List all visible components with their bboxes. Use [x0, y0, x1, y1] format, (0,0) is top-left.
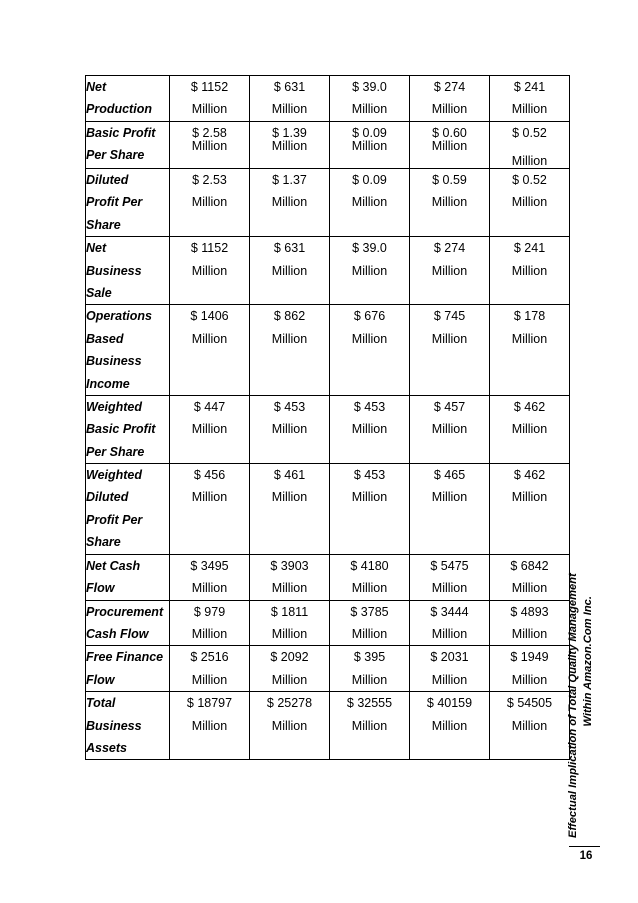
value-unit: Million	[511, 154, 548, 168]
table-row	[86, 76, 570, 122]
row-label-line: Profit Per	[86, 195, 143, 210]
row-label-cell	[86, 646, 170, 692]
table-row	[86, 600, 570, 646]
table-row	[86, 646, 570, 692]
table-row	[86, 464, 570, 555]
value-cell	[330, 600, 410, 646]
row-label-line: Procurement	[86, 604, 164, 619]
value-cell	[330, 646, 410, 692]
value-amount: $ 462	[513, 399, 546, 414]
value-cell	[410, 646, 490, 692]
running-header	[566, 573, 626, 838]
value-cell	[250, 305, 330, 396]
value-amount: $ 0.60	[432, 126, 467, 140]
value-cell	[250, 554, 330, 600]
row-label-line: Flow	[86, 581, 115, 596]
value-unit: Million	[271, 672, 308, 687]
value-unit: Million	[351, 627, 388, 642]
value-unit: Million	[191, 581, 228, 596]
value-cell	[250, 76, 330, 122]
page-number: 16	[579, 850, 593, 862]
value-cell	[490, 600, 570, 646]
value-unit: Million	[431, 331, 468, 346]
value-amount: $ 5475	[430, 558, 469, 573]
value-unit: Million	[271, 718, 308, 733]
row-label-cell	[86, 169, 170, 237]
value-amount: $ 32555	[346, 696, 393, 711]
value-amount: $ 745	[433, 309, 466, 324]
value-unit: Million	[351, 490, 388, 505]
value-amount: $ 457	[433, 399, 466, 414]
value-amount: $ 0.59	[432, 173, 467, 187]
value-cell	[250, 600, 330, 646]
value-amount: $ 241	[513, 241, 546, 256]
value-cell	[410, 305, 490, 396]
value-amount: $ 178	[513, 309, 546, 324]
value-unit: Million	[351, 102, 388, 117]
row-label-cell	[86, 76, 170, 122]
row-label-line: Based	[86, 331, 124, 346]
value-amount: $ 465	[433, 468, 466, 483]
row-label-line: Total	[86, 696, 116, 711]
row-label-cell	[86, 554, 170, 600]
value-cell	[330, 395, 410, 463]
value-cell	[490, 554, 570, 600]
value-unit: Million	[271, 422, 308, 437]
value-cell	[410, 554, 490, 600]
value-unit: Million	[271, 581, 308, 596]
value-unit: Million	[351, 581, 388, 596]
value-unit: Million	[191, 718, 228, 733]
value-amount: $ 453	[353, 399, 386, 414]
value-unit: Million	[191, 627, 228, 642]
value-amount: $ 461	[273, 468, 306, 483]
table-row	[86, 692, 570, 760]
value-unit: Million	[351, 331, 388, 346]
value-cell	[250, 692, 330, 760]
value-cell	[410, 692, 490, 760]
value-cell	[250, 237, 330, 305]
value-cell	[330, 305, 410, 396]
value-unit: Million	[191, 139, 228, 153]
value-amount: $ 0.09	[352, 126, 387, 140]
value-cell	[250, 122, 330, 169]
row-label-line: Basic Profit	[86, 422, 156, 437]
value-amount: $ 453	[273, 399, 306, 414]
value-amount: $ 39.0	[352, 80, 387, 94]
value-amount: $ 979	[193, 604, 226, 619]
value-cell	[410, 169, 490, 237]
value-cell	[330, 122, 410, 169]
value-unit: Million	[351, 195, 388, 210]
value-amount: $ 274	[433, 80, 466, 94]
value-cell	[250, 646, 330, 692]
value-cell	[490, 122, 570, 169]
row-label-cell	[86, 395, 170, 463]
row-label-line: Sale	[86, 285, 112, 300]
value-amount: $ 4180	[350, 558, 389, 573]
value-cell	[490, 169, 570, 237]
financial-table-body	[86, 76, 570, 760]
value-unit: Million	[191, 102, 228, 117]
value-unit: Million	[351, 672, 388, 687]
table-row	[86, 237, 570, 305]
row-label-line: Profit Per	[86, 512, 143, 527]
value-amount: $ 3444	[430, 604, 469, 619]
value-amount: $ 274	[433, 241, 466, 256]
value-amount: $ 395	[353, 650, 386, 665]
table-row	[86, 169, 570, 237]
value-amount: $ 0.52	[512, 126, 547, 140]
value-cell	[410, 464, 490, 555]
value-cell	[490, 395, 570, 463]
row-label-cell	[86, 305, 170, 396]
row-label-line: Net Cash	[86, 558, 141, 573]
row-label-line: Diluted	[86, 173, 129, 187]
value-unit: Million	[511, 422, 548, 437]
row-label-line: Diluted	[86, 490, 129, 505]
value-cell	[170, 305, 250, 396]
value-amount: $ 18797	[186, 696, 233, 711]
value-cell	[170, 395, 250, 463]
row-label-line: Weighted	[86, 399, 143, 414]
table-row	[86, 305, 570, 396]
value-cell	[410, 76, 490, 122]
running-header-text	[566, 573, 602, 838]
value-unit: Million	[431, 102, 468, 117]
value-amount: $ 447	[193, 399, 226, 414]
page-number-rule	[569, 846, 600, 847]
value-cell	[250, 464, 330, 555]
value-unit: Million	[511, 490, 548, 505]
value-amount: $ 676	[353, 309, 386, 324]
row-label-line: Net	[86, 241, 107, 256]
row-label-line: Income	[86, 376, 130, 391]
row-label-line: Per Share	[86, 444, 145, 459]
value-unit: Million	[191, 263, 228, 278]
row-label-line: Operations	[86, 309, 152, 324]
value-unit: Million	[431, 263, 468, 278]
value-amount: $ 1.37	[272, 173, 307, 187]
value-cell	[330, 464, 410, 555]
value-cell	[170, 169, 250, 237]
value-unit: Million	[191, 672, 228, 687]
value-cell	[410, 395, 490, 463]
value-amount: $ 0.09	[352, 173, 387, 187]
value-amount: $ 631	[273, 241, 306, 256]
row-label-line: Production	[86, 102, 152, 117]
value-cell	[490, 464, 570, 555]
row-label-line: Per Share	[86, 148, 145, 163]
value-amount: $ 462	[513, 468, 546, 483]
value-unit: Million	[431, 627, 468, 642]
value-unit: Million	[511, 627, 548, 642]
row-label-line: Basic Profit	[86, 126, 156, 140]
value-cell	[410, 600, 490, 646]
value-cell	[330, 237, 410, 305]
value-amount: $ 453	[353, 468, 386, 483]
table-row	[86, 395, 570, 463]
value-amount: $ 54505	[506, 696, 553, 711]
value-unit: Million	[191, 422, 228, 437]
row-label-line: Cash Flow	[86, 627, 149, 642]
value-unit: Million	[351, 139, 388, 153]
value-unit: Million	[431, 718, 468, 733]
value-unit: Million	[431, 139, 468, 153]
value-unit: Million	[431, 490, 468, 505]
value-cell	[170, 554, 250, 600]
value-unit: Million	[191, 490, 228, 505]
row-label-line: Assets	[86, 740, 127, 755]
value-amount: $ 39.0	[352, 241, 387, 256]
value-cell	[170, 464, 250, 555]
row-label-line: Business	[86, 263, 142, 278]
value-cell	[490, 646, 570, 692]
value-cell	[490, 76, 570, 122]
value-amount: $ 1.39	[272, 126, 307, 140]
value-unit: Million	[511, 102, 548, 117]
value-amount: $ 2.53	[192, 173, 227, 187]
row-label-line: Net	[86, 80, 107, 94]
value-unit: Million	[271, 195, 308, 210]
value-unit: Million	[511, 331, 548, 346]
value-amount: $ 3495	[190, 558, 229, 573]
financial-table	[85, 75, 570, 760]
value-cell	[330, 76, 410, 122]
value-unit: Million	[271, 102, 308, 117]
value-amount: $ 1406	[190, 309, 229, 324]
row-label-cell	[86, 237, 170, 305]
value-amount: $ 25278	[266, 696, 313, 711]
value-unit: Million	[271, 331, 308, 346]
value-cell	[170, 76, 250, 122]
running-header-line-2: Within Amazon.Com Inc.	[582, 596, 594, 727]
value-unit: Million	[191, 331, 228, 346]
value-amount: $ 1811	[270, 604, 309, 619]
value-amount: $ 3785	[350, 604, 389, 619]
row-label-line: Free Finance	[86, 650, 164, 665]
value-amount: $ 2092	[270, 650, 309, 665]
value-cell	[330, 169, 410, 237]
value-amount: $ 631	[273, 80, 306, 94]
value-amount: $ 2516	[190, 650, 229, 665]
value-amount: $ 456	[193, 468, 226, 483]
row-label-cell	[86, 122, 170, 169]
table-row	[86, 554, 570, 600]
row-label-line: Flow	[86, 672, 115, 687]
value-amount: $ 0.52	[512, 173, 547, 187]
value-amount: $ 241	[513, 80, 546, 94]
row-label-line: Business	[86, 718, 142, 733]
value-amount: $ 862	[273, 309, 306, 324]
value-unit: Million	[271, 627, 308, 642]
value-amount: $ 1152	[190, 241, 229, 256]
value-cell	[490, 237, 570, 305]
value-amount: $ 1949	[510, 650, 549, 665]
row-label-line: Business	[86, 354, 142, 369]
value-cell	[250, 169, 330, 237]
value-cell	[250, 395, 330, 463]
row-label-cell	[86, 600, 170, 646]
value-unit: Million	[511, 195, 548, 210]
value-cell	[170, 237, 250, 305]
row-label-cell	[86, 692, 170, 760]
row-label-line: Share	[86, 217, 121, 232]
value-cell	[410, 237, 490, 305]
value-unit: Million	[431, 195, 468, 210]
value-unit: Million	[431, 581, 468, 596]
value-unit: Million	[351, 422, 388, 437]
value-unit: Million	[511, 581, 548, 596]
table-row	[86, 122, 570, 169]
row-label-line: Weighted	[86, 468, 143, 483]
value-unit: Million	[431, 422, 468, 437]
value-cell	[410, 122, 490, 169]
row-label-line: Share	[86, 535, 121, 550]
value-unit: Million	[511, 263, 548, 278]
value-unit: Million	[271, 490, 308, 505]
value-cell	[170, 600, 250, 646]
value-cell	[170, 122, 250, 169]
value-unit: Million	[511, 718, 548, 733]
value-unit: Million	[271, 263, 308, 278]
value-amount: $ 2031	[430, 650, 469, 665]
value-cell	[170, 646, 250, 692]
value-unit: Million	[511, 672, 548, 687]
value-cell	[170, 692, 250, 760]
value-unit: Million	[351, 263, 388, 278]
value-amount: $ 2.58	[192, 126, 227, 140]
value-unit: Million	[351, 718, 388, 733]
running-header-line-1: Effectual Implication of Total Quality Management	[567, 573, 579, 838]
value-cell	[490, 692, 570, 760]
value-amount: $ 4893	[510, 604, 549, 619]
value-amount: $ 3903	[270, 558, 309, 573]
value-unit: Million	[191, 195, 228, 210]
value-amount: $ 40159	[426, 696, 473, 711]
value-unit: Million	[271, 139, 308, 153]
value-cell	[330, 554, 410, 600]
value-cell	[330, 692, 410, 760]
value-amount: $ 6842	[510, 558, 549, 573]
value-cell	[490, 305, 570, 396]
value-amount: $ 1152	[190, 80, 229, 94]
value-unit: Million	[431, 672, 468, 687]
row-label-cell	[86, 464, 170, 555]
